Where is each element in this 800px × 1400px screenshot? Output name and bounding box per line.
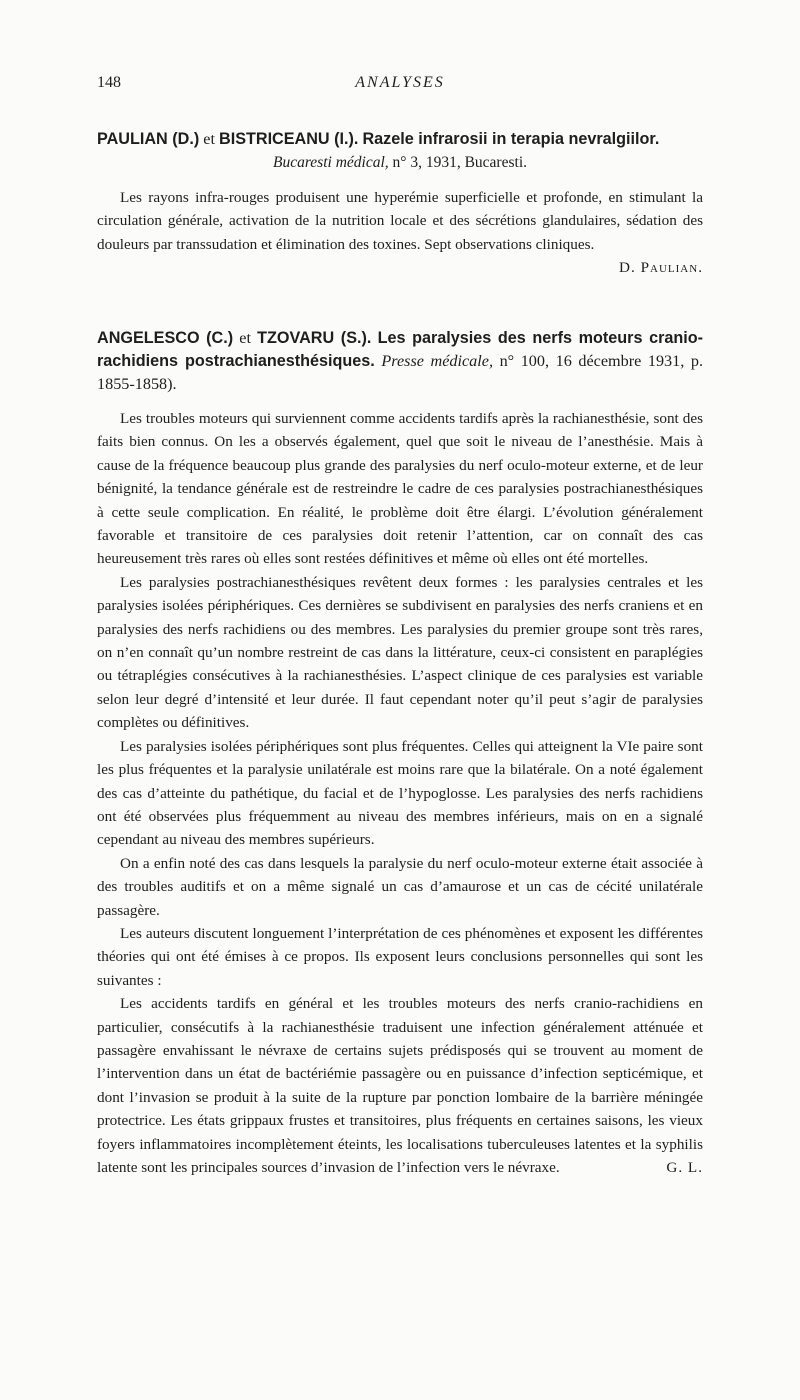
article-authors-conj: et [203,130,215,148]
article-source-journal: Presse médicale, [381,352,493,370]
article-authors-first: ANGELESCO (C.) [97,329,234,347]
article-angelesco [97,327,703,1179]
article-paragraph: Les accidents tardifs en général et les troubles moteurs des nerfs cranio-rachidiens en particulier, consécutifs à la rachianesthésie traduisent une infection généralement atténuée et passagère envahissant le névraxe de certains sujets prédisposés qui se trouvent au moment de l’intervention dans un état de bactériémie passagère ou en puissance d’infection septicémique, et dont l’invasion se produit à la suite de la rupture par ponction lombaire de la barrière méningée protectrice. Les états grippaux frustes et transitoires, plus fréquents en certaines saisons, les vieux foyers inflammatoires incomplètement éteints, les localisations tuberculeuses latentes et la syphilis latente sont les principales sources d’invasion de l’infection vers le névraxe. G. L. [97,992,703,1179]
article-paragraph: Les paralysies isolées périphériques sont plus fréquentes. Celles qui atteignent la VIe paire sont les plus fréquentes et la paralysie unilatérale est moins rare que la bilatérale. On a noté également des cas d’atteinte du pathétique, du facial et de l’hypoglosse. Les paralysies des nerfs rachidiens ont été observées plus fréquemment au niveau des membres inférieurs, mais on en a signalé cependant au niveau des membres supérieurs. [97,737,703,849]
article-body [97,186,703,277]
article-body [97,407,703,1179]
article-authors-conj: et [239,329,251,347]
article-heading [97,327,703,396]
article-paragraph: Les auteurs discutent longuement l’interprétation de ces phénomènes et exposent les différentes théories qui ont été émises à ce propos. Ils exposent leurs conclusions personnelles qui sont les suivantes : [97,924,703,989]
article-source-journal: Bucaresti médical, [272,154,389,171]
page-header [97,74,703,94]
article-paragraph: Les paralysies postrachianesthésiques revêtent deux formes : les paralysies centrales et les paralysies isolées périphériques. Ces dernières se subdivisent en paralysies des nerfs craniens et en paralysies des nerfs rachidiens ou des membres. Les paralysies du premier groupe sont très rares, on n’en connaît qu’un nombre restreint de cas dans la littérature, ceux-ci consistent en paraplégies ou tétraplégies consécutives à la rachianesthésies. L’aspect clinique de ces paralysies est variable selon leur degré d’intensité et leur durée. Il faut cependant noter qu’il peut s’agir de paralysies complètes ou définitives. [97,573,703,732]
page-number: 148 [97,74,121,91]
running-title: ANALYSES [355,74,445,91]
article-source-details: n° 100, 16 décembre 1931, p. 1855-1858). [97,352,703,393]
article-paulian [97,128,703,280]
article-authors-second: BISTRICEANU (I.). [219,130,359,148]
article-authors-second: TZOVARU (S.). [257,329,372,347]
article-paragraph: Les troubles moteurs qui surviennent comme accidents tardifs après la rachianesthésie, sont des faits bien connus. On les a observés également, quel que soit le niveau de l’anesthésie. Mais à cause de la fréquence beaucoup plus grande des paralysies du nerf oculo-moteur externe, et de leur bénignité, la tendance générale est de restreindre le cadre de ces paralysies postrachianesthésiques à cette seule complication. En réalité, le problème doit être élargi. L’évolution généralement favorable et transitoire de ces paralysies doit retenir l’attention, car on connaît des cas heureusement très rares où elles sont restées définitives et même où elles ont été mortelles. [97,410,703,568]
article-paragraph: On a enfin noté des cas dans lesquels la paralysie du nerf oculo-moteur externe était associée à des troubles auditifs et on a même signalé un cas d’amaurose et un cas de cécité unilatérale passagère. [97,854,703,919]
article-title: Razele infrarosii in terapia nevralgiilor. [362,130,660,148]
article-title: Les paralysies des nerfs moteurs cranio-rachidiens postrachianesthésiques. [97,329,704,370]
article-heading [97,128,703,151]
article-paragraph: Les rayons infra-rouges produisent une hyperémie superficielle et profonde, en stimulant la circulation générale, activation de la nutrition locale et des sécrétions glandulaires, sédation des douleurs par transsudation et élimination des toxines. Sept observations cliniques. D. Paulian. [97,186,703,256]
article-signature: G. L. [666,1159,703,1176]
article-source [97,151,703,174]
article-source-details: n° 3, 1931, Bucaresti. [392,154,527,171]
article-authors-first: PAULIAN (D.) [97,130,200,148]
article-signature: D. Paulian. [619,259,703,277]
